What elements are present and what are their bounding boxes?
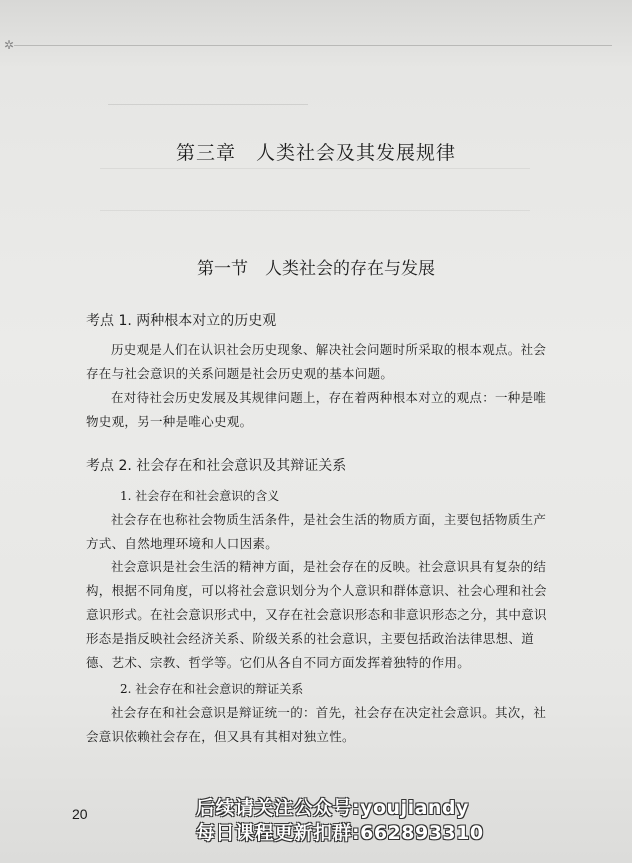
chapter-title: 第三章 人类社会及其发展规律 (175, 142, 456, 164)
kaodian-1-title: 考点 1. 两种根本对立的历史观 (86, 313, 277, 329)
section-title: 第一节 人类社会的存在与发展 (197, 259, 435, 279)
subheading: 2. 社会存在和社会意识的辩证关系 (120, 682, 304, 696)
page-number: 20 (72, 806, 88, 822)
paragraph: 社会存在也称社会物质生活条件，是社会生活的物质方面，主要包括物质生产方式、自然地理环境和人口因素。 (86, 512, 547, 551)
paragraph: 社会意识是社会生活的精神方面，是社会存在的反映。社会意识具有复杂的结构，根据不同角度，可以将社会意识划分为个人意识和群体意识、社会心理和社会意识形式。在社会意识形式中，又存在社会意识形态和非意识形态之分，其中意识形态是指反映社会经济关系、阶级关系的社会意识，主要包括政治法律思想、道德、艺术、宗教、哲学等。它们从各自不同方面发挥着独特的作用。 (86, 559, 547, 670)
header-rule (14, 45, 612, 46)
watermark-line-1: 后续请关注公众号:youjiandy (196, 797, 469, 819)
bleed-through (100, 168, 530, 177)
paragraph: 历史观是人们在认识社会历史现象、解决社会问题时所采取的根本观点。社会存在与社会意识的关系问题是社会历史观的基本问题。 (86, 342, 547, 381)
subheading: 1. 社会存在和社会意识的含义 (120, 489, 280, 503)
paragraph: 社会存在和社会意识是辩证统一的：首先，社会存在决定社会意识。其次，社会意识依赖社会存在，但又具有其相对独立性。 (86, 705, 547, 744)
paragraph: 在对待社会历史发展及其规律问题上，存在着两种根本对立的观点：一种是唯物史观，另一种是唯心史观。 (86, 390, 547, 429)
bleed-through (100, 210, 530, 219)
corner-mark-icon: ✲ (4, 38, 15, 52)
kaodian-2-title: 考点 2. 社会存在和社会意识及其辩证关系 (86, 458, 347, 474)
watermark-line-2: 每日课程更新扣群:662893310 (196, 822, 484, 844)
bleed-through (108, 104, 308, 113)
